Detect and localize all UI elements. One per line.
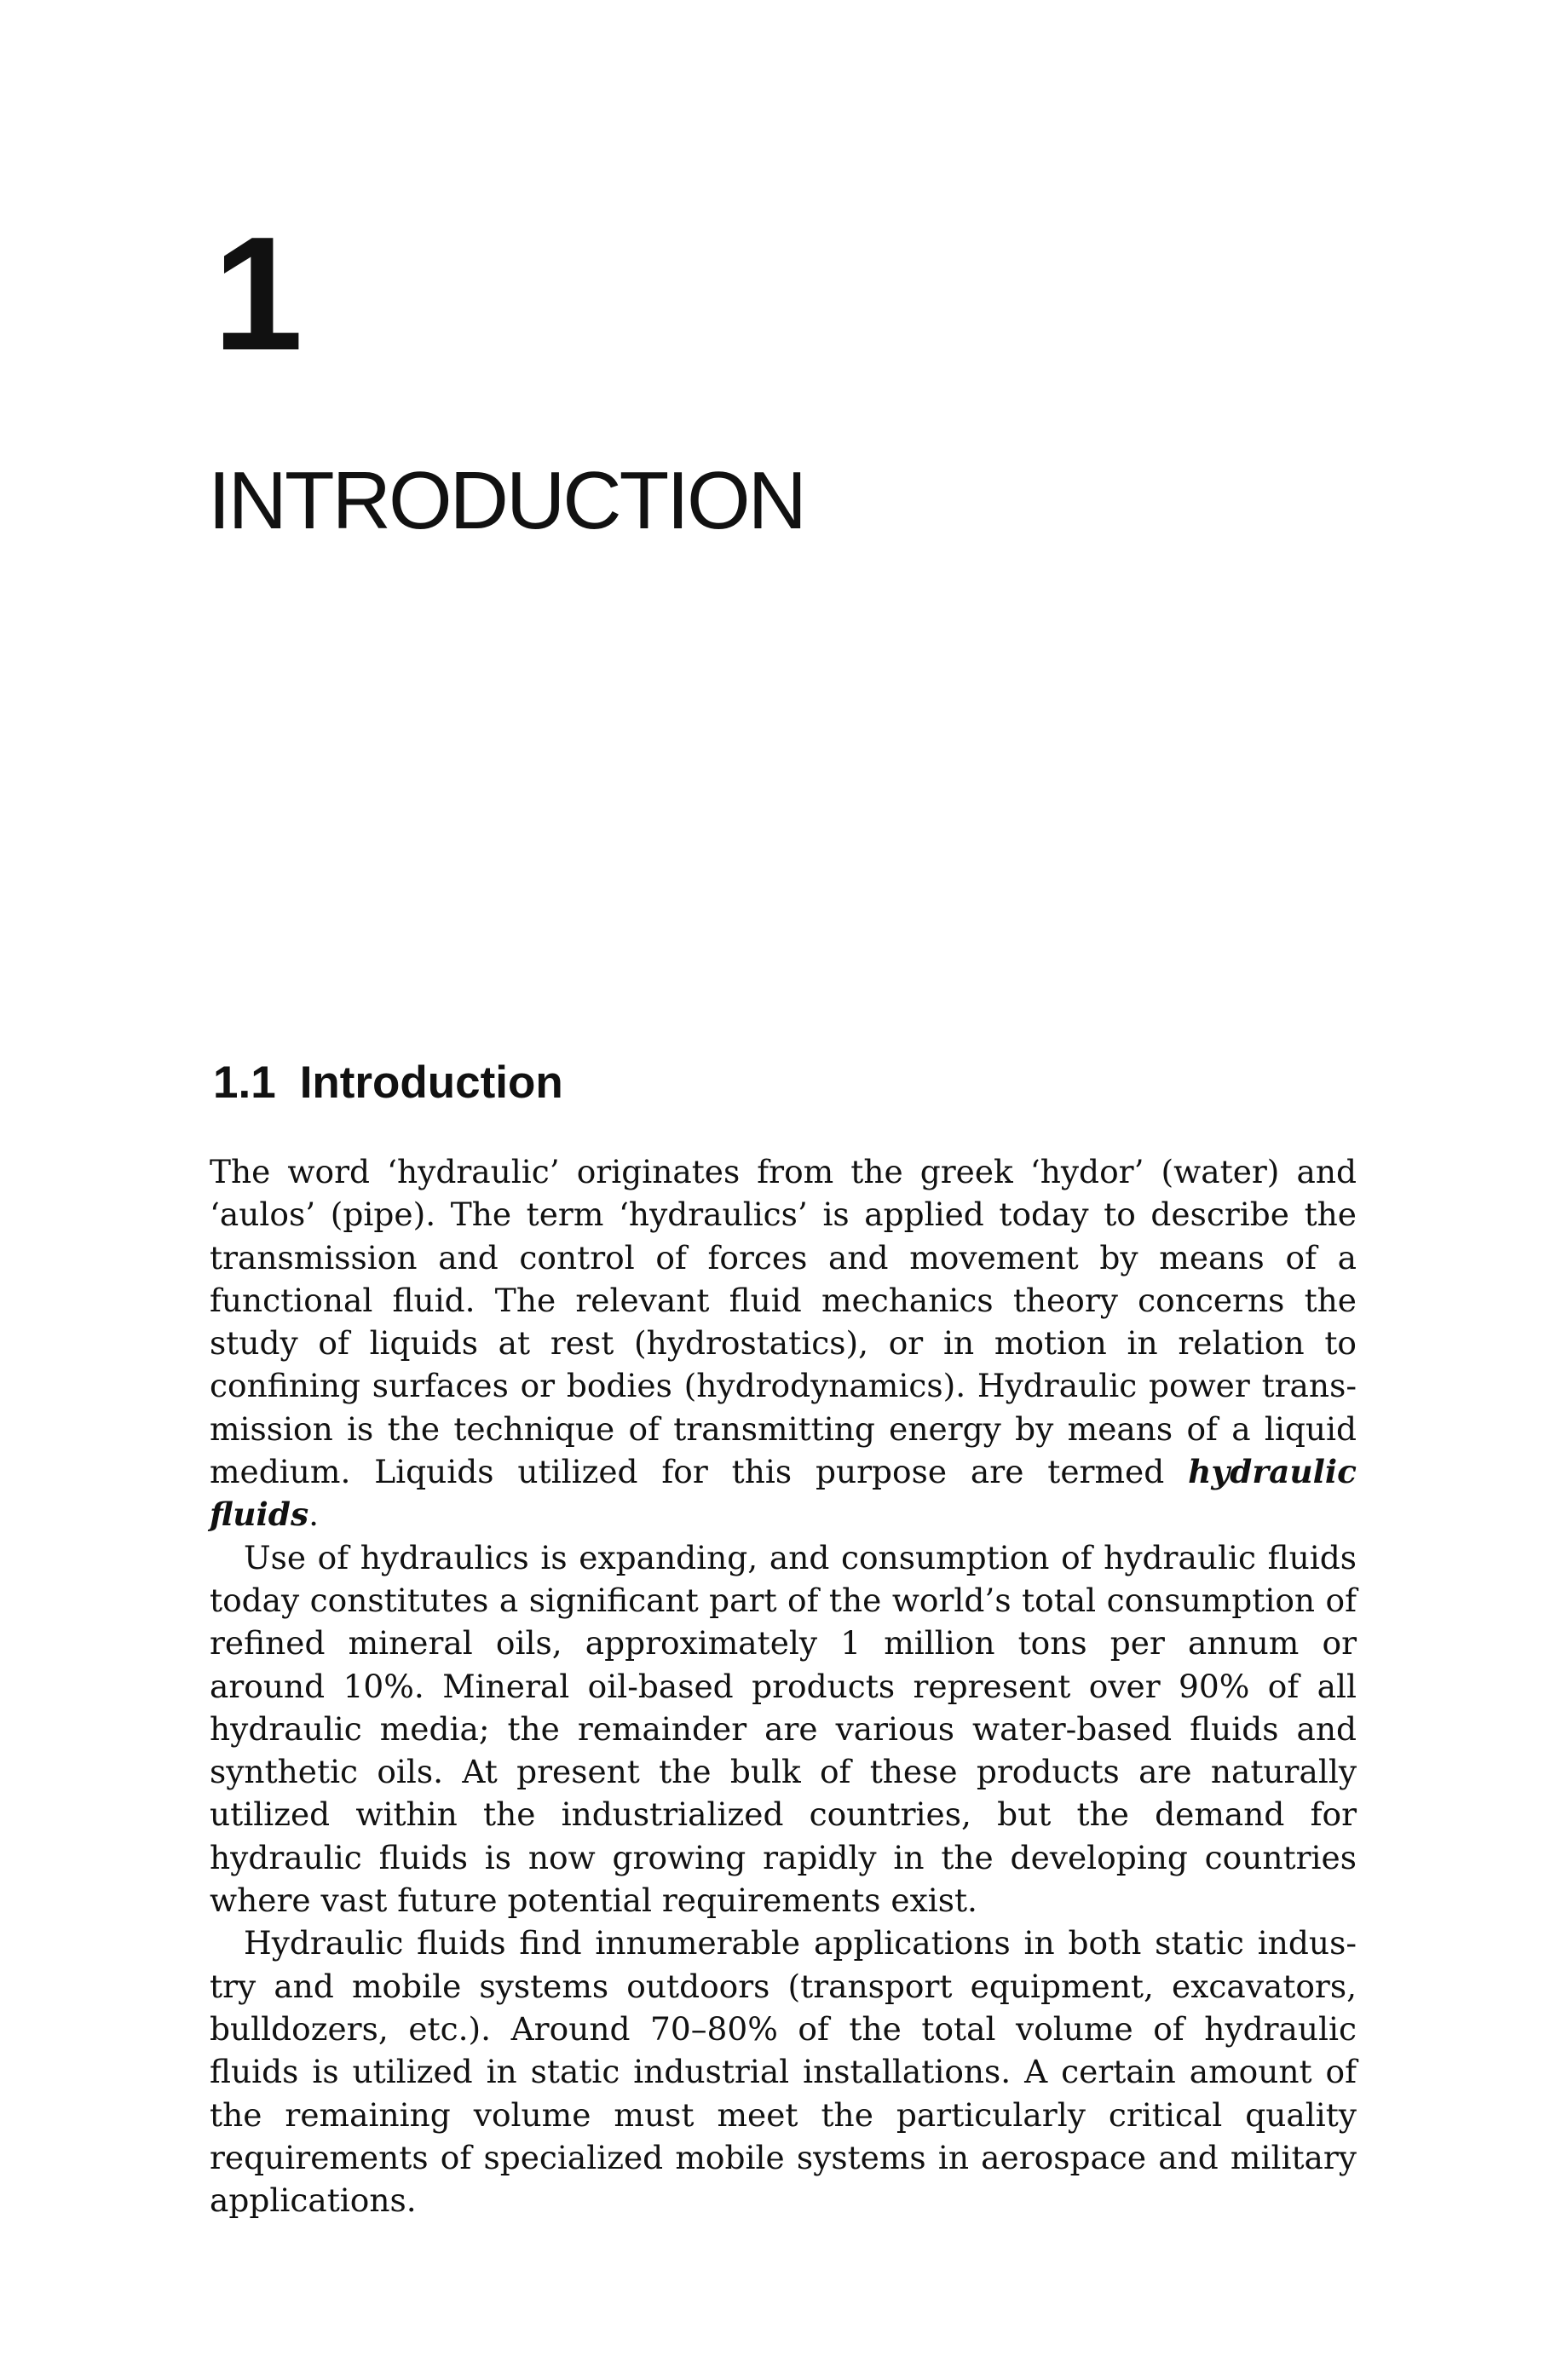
paragraph-1-text: The word ‘hydraulic’ originates from the greek ‘hydor’ (water) and ‘aulos’ (pipe). The term ‘hydraulics’ is applied today to describe the transmission and control of forces and movement by means of a functional fluid. The relevant fluid mechanics theory concerns the study of liquids at rest (hydrostatics), or in motion in relation to confining surfaces or bodies (hydrodynamics). Hydraulic power transmission is the technique of transmitting energy by means of a liquid medium. Liquids utilized for this purpose are termed [210, 1153, 1357, 1491]
section-title: Introduction [299, 1057, 563, 1108]
section-number: 1.1 [213, 1057, 276, 1108]
paragraph-1-end: . [308, 1495, 320, 1534]
paragraph-2: Use of hydraulics is expanding, and consumption of hydraulic fluids today constitutes a significant part of the world’s total consumption of refined mineral oils, approximately 1 million tons per annum or around 10%. Mineral oil-based products represent over 90% of all hydraulic media; the remainder are various water-based fluids and synthetic oils. At present the bulk of these products are naturally utilized within the industrialized countries, but the demand for hydraulic fluids is now growing rapidly in the developing countries where vast future potential requirements exist. [210, 1538, 1357, 1920]
paragraph-1 [210, 1150, 1357, 1536]
term-hydraulic-fluids: hydraulic fluids [210, 1453, 1357, 1534]
body-text [210, 1150, 1357, 2222]
chapter-number: 1 [213, 204, 303, 384]
paragraph-3: Hydraulic fluids find innumerable applications in both static industry and mobile systems outdoors (transport equipment, excavators, bulldozers, etc.). Around 70–80% of the total volume of hydraulic fluids is utilized in static industrial installations. A certain amount of the remaining volume must meet the particularly critical quality requirements of specialized mobile systems in aerospace and military applications. [210, 1924, 1357, 2220]
section-heading [213, 1057, 563, 1108]
chapter-title: INTRODUCTION [208, 455, 804, 546]
